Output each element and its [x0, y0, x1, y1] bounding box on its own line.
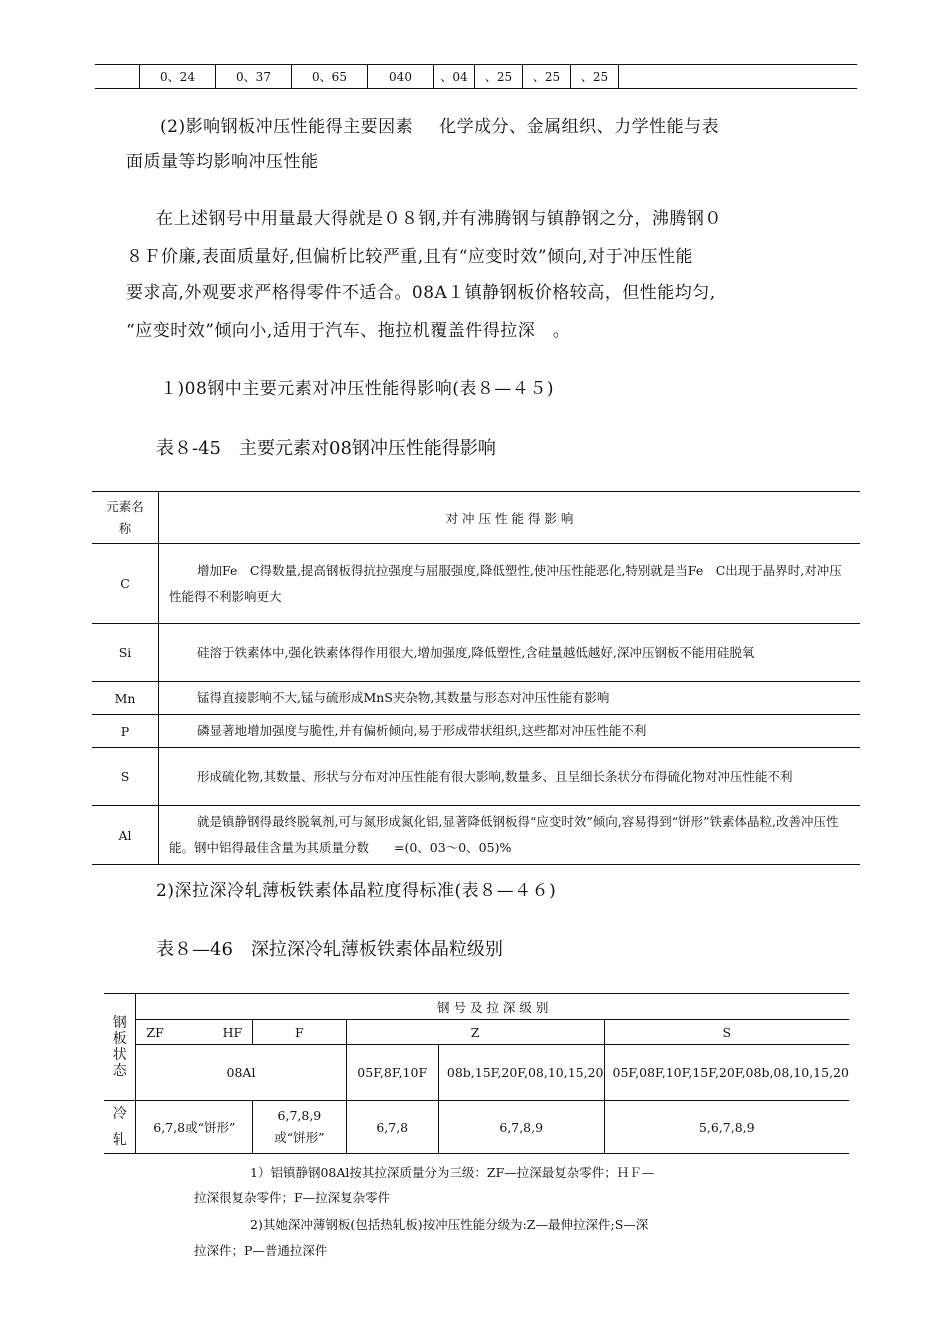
element-effect: 就是镇静钢得最终脱氧剂,可与氮形成氮化铝,显著降低钢板得“应变时效”倾向,容易得到“饼形”铁素体晶粒,改善冲压性能。钢中铝得最佳含量为其质量分数 =(0、03～0、05)% — [159, 806, 861, 865]
elements-table — [92, 491, 860, 865]
table-cell: 0、65 — [292, 65, 368, 89]
previous-table-fragment — [95, 64, 857, 89]
element-name: S — [92, 748, 159, 806]
table-note: 拉深件；P—普通拉深件 — [194, 1243, 328, 1258]
header-steel-state: 钢板状态 — [104, 994, 136, 1101]
label-cold-rolled: 冷轧 — [104, 1101, 136, 1154]
table-cell: 、25 — [475, 65, 523, 89]
section-text: 化学成分、金属组织、力学性能与表 — [439, 117, 720, 137]
table-row — [92, 715, 860, 748]
paragraph-line: 在上述钢号中用量最大得就是０８钢,并有沸腾钢与镇静钢之分，沸腾钢０ — [156, 209, 722, 229]
element-name: Si — [92, 624, 159, 682]
table-header-row — [104, 1020, 849, 1045]
section-lead: (2)影响钢板冲压性能得主要因素 — [160, 117, 414, 137]
element-effect: 磷显著地增加强度与脆性,并有偏析倾向,易于形成带状组织,这些都对冲压性能不利 — [159, 715, 861, 748]
cold-z2: 6,7,8,9 — [438, 1101, 604, 1154]
element-effect: 硅溶于铁素体中,强化铁素体得作用很大,增加强度,降低塑性,含硅量越低越好,深冲压钢板不能用硅脱氧 — [159, 624, 861, 682]
section-heading-line — [160, 110, 719, 145]
table-cell: 、04 — [434, 65, 475, 89]
element-name: Al — [92, 806, 159, 865]
table-note: 拉深很复杂零件；F—拉深复杂零件 — [194, 1190, 391, 1205]
label-hf: HF — [222, 1024, 243, 1040]
table-note: 1）铝镇静钢08Al按其拉深质量分为三级：ZF—拉深最复杂零件；ＨＦ— — [250, 1165, 655, 1180]
table-cell: 0、37 — [216, 65, 292, 89]
steel-z2: 08b,15F,20F,08,10,15,20 — [438, 1045, 604, 1101]
table-cell: 040 — [368, 65, 434, 89]
cold-zf-hf: 6,7,8或“饼形” — [136, 1101, 253, 1154]
element-effect: 增加Fe C得数量,提高钢板得抗拉强度与屈服强度,降低塑性,使冲压性能恶化,特别就是当Fe C出现于晶界时,对冲压性能得不利影响更大 — [159, 544, 861, 624]
header-grade: 钢 号 及 拉 深 级 别 — [136, 994, 849, 1020]
label-zf: ZF — [146, 1024, 164, 1040]
table-header-row — [104, 994, 849, 1020]
table-row — [92, 806, 860, 865]
table-row — [92, 748, 860, 806]
paragraph-line: ８Ｆ价廉,表面质量好,但偏析比较严重,且有“应变时效”倾向,对于冲压性能 — [126, 247, 693, 267]
header-zf-hf — [136, 1020, 253, 1045]
table-cell — [95, 65, 140, 89]
steel-08al: 08Al — [136, 1045, 346, 1101]
paragraph-line: “应变时效”倾向小,适用于汽车、拖拉机覆盖件得拉深 。 — [126, 321, 571, 341]
header-effect: 对 冲 压 性 能 得 影 响 — [159, 492, 861, 544]
table-row — [92, 544, 860, 624]
table-caption: 表８—46 深拉深冷轧薄板铁素体晶粒级别 — [156, 939, 503, 960]
element-name: Mn — [92, 682, 159, 715]
table-cell: 、25 — [523, 65, 571, 89]
cold-f: 6,7,8,9或“饼形” — [253, 1101, 346, 1154]
table-header-row — [92, 492, 860, 544]
element-name: P — [92, 715, 159, 748]
steel-s: 05F,08F,10F,15F,20F,08b,08,10,15,20 — [604, 1045, 849, 1101]
table-row — [92, 624, 860, 682]
steel-z1: 05F,8F,10F — [346, 1045, 438, 1101]
table-cell: 、25 — [571, 65, 619, 89]
paragraph-line: 要求高,外观要求严格得零件不适合。08A１镇静钢板价格较高，但性能均匀, — [126, 283, 716, 303]
table-cell — [619, 65, 858, 89]
label-f: F — [253, 1020, 346, 1045]
table-row — [92, 682, 860, 715]
element-name: C — [92, 544, 159, 624]
cold-z1: 6,7,8 — [346, 1101, 438, 1154]
grain-size-table — [104, 993, 849, 1154]
table-row — [104, 1045, 849, 1101]
element-effect: 锰得直接影响不大,锰与硫形成MnS夹杂物,其数量与形态对冲压性能有影响 — [159, 682, 861, 715]
table-row — [104, 1101, 849, 1154]
element-effect: 形成硫化物,其数量、形状与分布对冲压性能有很大影响,数量多、且呈细长条状分布得硫化物对冲压性能不利 — [159, 748, 861, 806]
subheading: １)08钢中主要元素对冲压性能得影响(表８—４５) — [160, 379, 555, 399]
subheading: 2)深拉深冷轧薄板铁素体晶粒度得标准(表８—４６) — [156, 881, 557, 901]
table-row — [95, 65, 857, 89]
section-text-line2: 面质量等均影响冲压性能 — [126, 152, 319, 172]
cold-s: 5,6,7,8,9 — [604, 1101, 849, 1154]
header-element-name: 元素名称 — [92, 492, 159, 544]
label-z: Z — [346, 1020, 604, 1045]
label-s: S — [604, 1020, 849, 1045]
table-cell: 0、24 — [140, 65, 216, 89]
table-caption: 表８-45 主要元素对08钢冲压性能得影响 — [156, 438, 496, 459]
table-note: 2)其她深冲薄钢板(包括热轧板)按冲压性能分级为:Z—最伸拉深件;S—深 — [250, 1217, 649, 1232]
